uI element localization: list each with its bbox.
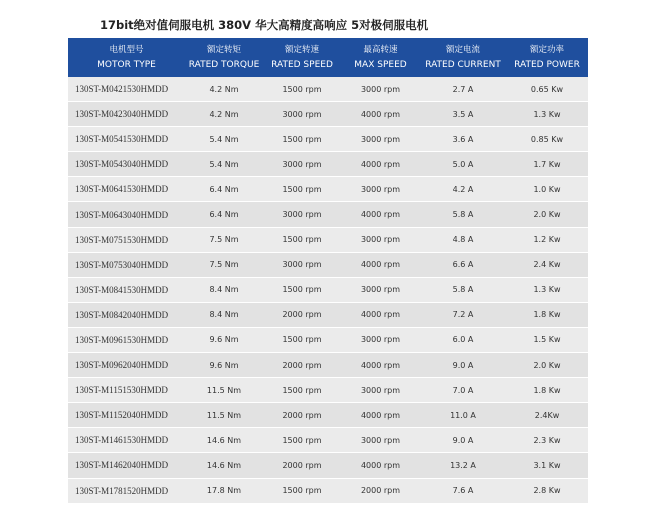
rated-speed-cell: 1500 rpm <box>263 77 341 102</box>
table-row <box>68 453 588 478</box>
column-header-en: MAX SPEED <box>354 59 407 70</box>
motor-type-cell: 130ST-M1461530HMDD <box>68 428 185 453</box>
rated-power-cell: 1.8 Kw <box>506 302 588 327</box>
rated-speed-cell: 1500 rpm <box>263 428 341 453</box>
page-title: 17bit绝对值伺服电机 380V 华大高精度高响应 5对极伺服电机 <box>100 18 429 32</box>
rated-torque-cell: 11.5 Nm <box>185 378 263 403</box>
rated-torque-cell: 11.5 Nm <box>185 403 263 428</box>
table-row <box>68 478 588 503</box>
max-speed-cell: 3000 rpm <box>341 177 420 202</box>
rated-current-cell: 7.6 A <box>420 478 506 503</box>
rated-current-cell: 13.2 A <box>420 453 506 478</box>
rated-current-cell: 3.5 A <box>420 102 506 127</box>
rated-current-cell: 5.8 A <box>420 202 506 227</box>
column-header-cn: 额定转速 <box>284 44 319 55</box>
table-row <box>68 77 588 102</box>
rated-torque-cell: 7.5 Nm <box>185 252 263 277</box>
table-row <box>68 252 588 277</box>
max-speed-cell: 3000 rpm <box>341 277 420 302</box>
rated-current-cell: 5.8 A <box>420 277 506 302</box>
rated-current-cell: 11.0 A <box>420 403 506 428</box>
motor-type-cell: 130ST-M0541530HMDD <box>68 127 185 152</box>
column-header-rated-current <box>420 38 506 77</box>
rated-current-cell: 7.2 A <box>420 302 506 327</box>
rated-current-cell: 2.7 A <box>420 77 506 102</box>
max-speed-cell: 3000 rpm <box>341 327 420 352</box>
rated-power-cell: 0.65 Kw <box>506 77 588 102</box>
rated-power-cell: 2.4 Kw <box>506 252 588 277</box>
max-speed-cell: 3000 rpm <box>341 77 420 102</box>
max-speed-cell: 4000 rpm <box>341 152 420 177</box>
rated-speed-cell: 2000 rpm <box>263 403 341 428</box>
table-row <box>68 327 588 352</box>
motor-type-cell: 130ST-M0751530HMDD <box>68 227 185 252</box>
motor-type-cell: 130ST-M1152040HMDD <box>68 403 185 428</box>
rated-current-cell: 4.8 A <box>420 227 506 252</box>
rated-speed-cell: 1500 rpm <box>263 277 341 302</box>
rated-power-cell: 1.7 Kw <box>506 152 588 177</box>
rated-torque-cell: 9.6 Nm <box>185 327 263 352</box>
column-header-rated-speed <box>263 38 341 77</box>
rated-power-cell: 1.5 Kw <box>506 327 588 352</box>
motor-type-cell: 130ST-M0841530HMDD <box>68 277 185 302</box>
table-row <box>68 353 588 378</box>
column-header-cn: 额定电流 <box>445 44 480 55</box>
rated-current-cell: 9.0 A <box>420 428 506 453</box>
rated-torque-cell: 8.4 Nm <box>185 302 263 327</box>
rated-power-cell: 1.3 Kw <box>506 277 588 302</box>
rated-speed-cell: 1500 rpm <box>263 177 341 202</box>
max-speed-cell: 3000 rpm <box>341 127 420 152</box>
max-speed-cell: 4000 rpm <box>341 403 420 428</box>
rated-torque-cell: 4.2 Nm <box>185 77 263 102</box>
rated-speed-cell: 1500 rpm <box>263 227 341 252</box>
table-row <box>68 403 588 428</box>
rated-current-cell: 3.6 A <box>420 127 506 152</box>
motor-type-cell: 130ST-M0423040HMDD <box>68 102 185 127</box>
column-header-rated-torque <box>185 38 263 77</box>
rated-current-cell: 7.0 A <box>420 378 506 403</box>
motor-type-cell: 130ST-M0421530HMDD <box>68 77 185 102</box>
rated-current-cell: 9.0 A <box>420 353 506 378</box>
column-header-en: RATED SPEED <box>271 59 333 70</box>
rated-torque-cell: 5.4 Nm <box>185 127 263 152</box>
motor-type-cell: 130ST-M0961530HMDD <box>68 327 185 352</box>
max-speed-cell: 4000 rpm <box>341 252 420 277</box>
column-header-cn: 最高转速 <box>363 44 398 55</box>
rated-power-cell: 1.8 Kw <box>506 378 588 403</box>
table-row <box>68 277 588 302</box>
rated-torque-cell: 4.2 Nm <box>185 102 263 127</box>
motor-type-cell: 130ST-M1151530HMDD <box>68 378 185 403</box>
rated-current-cell: 6.6 A <box>420 252 506 277</box>
motor-type-cell: 130ST-M1462040HMDD <box>68 453 185 478</box>
max-speed-cell: 4000 rpm <box>341 102 420 127</box>
table-row <box>68 152 588 177</box>
motor-type-cell: 130ST-M0842040HMDD <box>68 302 185 327</box>
rated-speed-cell: 2000 rpm <box>263 453 341 478</box>
rated-speed-cell: 2000 rpm <box>263 302 341 327</box>
table-row <box>68 302 588 327</box>
rated-speed-cell: 3000 rpm <box>263 102 341 127</box>
rated-speed-cell: 1500 rpm <box>263 327 341 352</box>
column-header-cn: 电机型号 <box>109 44 144 55</box>
table-row <box>68 127 588 152</box>
column-header-max-speed <box>341 38 420 77</box>
table-row <box>68 102 588 127</box>
rated-power-cell: 3.1 Kw <box>506 453 588 478</box>
rated-power-cell: 2.0 Kw <box>506 353 588 378</box>
table-row <box>68 378 588 403</box>
rated-power-cell: 0.85 Kw <box>506 127 588 152</box>
max-speed-cell: 3000 rpm <box>341 428 420 453</box>
rated-power-cell: 1.2 Kw <box>506 227 588 252</box>
rated-torque-cell: 14.6 Nm <box>185 428 263 453</box>
rated-power-cell: 2.3 Kw <box>506 428 588 453</box>
column-header-rated-power <box>506 38 588 77</box>
max-speed-cell: 4000 rpm <box>341 302 420 327</box>
rated-speed-cell: 3000 rpm <box>263 202 341 227</box>
rated-torque-cell: 5.4 Nm <box>185 152 263 177</box>
table-row <box>68 227 588 252</box>
rated-torque-cell: 8.4 Nm <box>185 277 263 302</box>
max-speed-cell: 4000 rpm <box>341 453 420 478</box>
motor-spec-table <box>68 38 588 504</box>
rated-speed-cell: 1500 rpm <box>263 378 341 403</box>
rated-speed-cell: 1500 rpm <box>263 478 341 503</box>
rated-speed-cell: 3000 rpm <box>263 252 341 277</box>
rated-current-cell: 5.0 A <box>420 152 506 177</box>
table-row <box>68 428 588 453</box>
column-header-cn: 额定转矩 <box>206 44 241 55</box>
rated-speed-cell: 2000 rpm <box>263 353 341 378</box>
rated-torque-cell: 7.5 Nm <box>185 227 263 252</box>
motor-type-cell: 130ST-M0643040HMDD <box>68 202 185 227</box>
rated-current-cell: 6.0 A <box>420 327 506 352</box>
table-body <box>68 77 588 503</box>
motor-type-cell: 130ST-M0753040HMDD <box>68 252 185 277</box>
rated-torque-cell: 9.6 Nm <box>185 353 263 378</box>
column-header-en: MOTOR TYPE <box>97 59 156 70</box>
column-header-en: RATED TORQUE <box>188 59 260 70</box>
table-row <box>68 202 588 227</box>
max-speed-cell: 4000 rpm <box>341 353 420 378</box>
column-header-en: RATED CURRENT <box>425 59 501 70</box>
rated-power-cell: 1.3 Kw <box>506 102 588 127</box>
column-header-motor-type <box>68 38 185 77</box>
rated-torque-cell: 14.6 Nm <box>185 453 263 478</box>
motor-type-cell: 130ST-M0543040HMDD <box>68 152 185 177</box>
rated-power-cell: 1.0 Kw <box>506 177 588 202</box>
max-speed-cell: 2000 rpm <box>341 478 420 503</box>
rated-current-cell: 4.2 A <box>420 177 506 202</box>
max-speed-cell: 4000 rpm <box>341 202 420 227</box>
motor-type-cell: 130ST-M0641530HMDD <box>68 177 185 202</box>
rated-torque-cell: 17.8 Nm <box>185 478 263 503</box>
motor-type-cell: 130ST-M0962040HMDD <box>68 353 185 378</box>
max-speed-cell: 3000 rpm <box>341 227 420 252</box>
column-header-en: RATED POWER <box>514 59 580 70</box>
motor-type-cell: 130ST-M1781520HMDD <box>68 478 185 503</box>
rated-speed-cell: 1500 rpm <box>263 127 341 152</box>
max-speed-cell: 3000 rpm <box>341 378 420 403</box>
rated-power-cell: 2.0 Kw <box>506 202 588 227</box>
table-row <box>68 177 588 202</box>
rated-power-cell: 2.8 Kw <box>506 478 588 503</box>
rated-power-cell: 2.4Kw <box>506 403 588 428</box>
rated-speed-cell: 3000 rpm <box>263 152 341 177</box>
rated-torque-cell: 6.4 Nm <box>185 202 263 227</box>
column-header-cn: 额定功率 <box>529 44 564 55</box>
rated-torque-cell: 6.4 Nm <box>185 177 263 202</box>
table-header-row <box>68 38 588 77</box>
